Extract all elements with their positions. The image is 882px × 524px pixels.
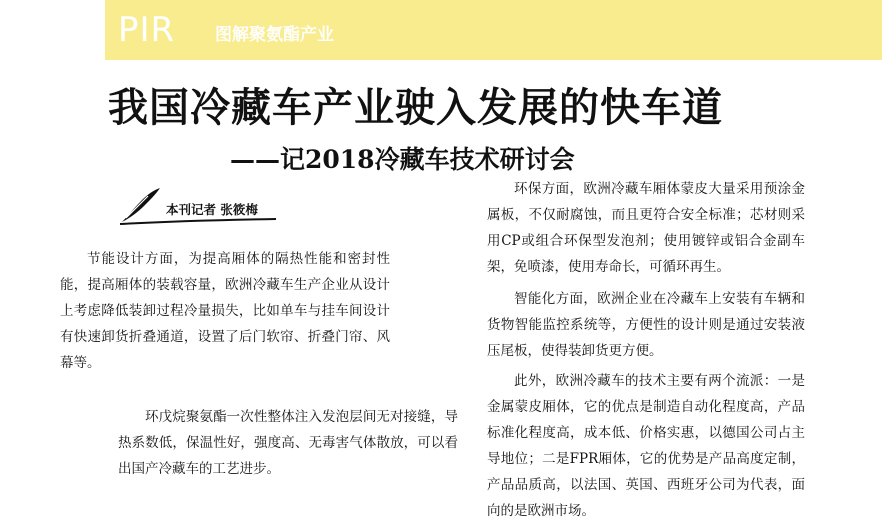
body-paragraph-left-2: 环戊烷聚氨酯一次性整体注入发泡层间无对接缝，导热系数低，保温性好，强度高、无毒害气体散放，可以看出国产冷藏车的工艺进步。 — [118, 409, 458, 477]
magazine-name: PIR — [118, 10, 176, 50]
body-paragraph-right-2: 智能化方面，欧洲企业在冷藏车上安装有车辆和货物智能监控系统等，方便性的设计则是通过安装液压尾板，使得装卸货更方便。 — [487, 291, 805, 359]
body-paragraph-right-3: 此外，欧洲冷藏车的技术主要有两个流派：一是金属蒙皮厢体，它的优点是制造自动化程度高，产品标准化程度高，成本低、价格实惠，以德国公司占主导地位；二是FPR厢体，它的优势是产品高度定制，产品品质高，以法国、英国、西班牙公司为代表，面向的是欧洲市场。 — [487, 373, 805, 519]
reporter-name: 本刊记者 张筱梅 — [166, 202, 258, 217]
article-subtitle: ——记2018冷藏车技术研讨会 — [230, 145, 575, 174]
body-paragraph-left-1: 节能设计方面，为提高厢体的隔热性能和密封性能，提高厢体的装载容量，欧洲冷藏车生产企业从设计上考虑降低装卸过程冷量损失，比如单车与挂车间设计有快速卸货折叠通道，设置了后门软帘、折叠门帘、风幕等。 — [60, 251, 390, 371]
body-paragraph-right-1: 环保方面，欧洲冷藏车厢体蒙皮大量采用预涂金属板，不仅耐腐蚀，而且更符合安全标准；芯材则采用CP或组合环保型发泡剂；使用镀锌或铝合金副车架，免喷漆，使用寿命长，可循环再生。 — [487, 181, 805, 275]
reporter-byline — [118, 186, 278, 226]
section-title: 图解聚氨酯产业 — [215, 25, 334, 45]
article-title: 我国冷藏车产业驶入发展的快车道 — [108, 85, 723, 131]
